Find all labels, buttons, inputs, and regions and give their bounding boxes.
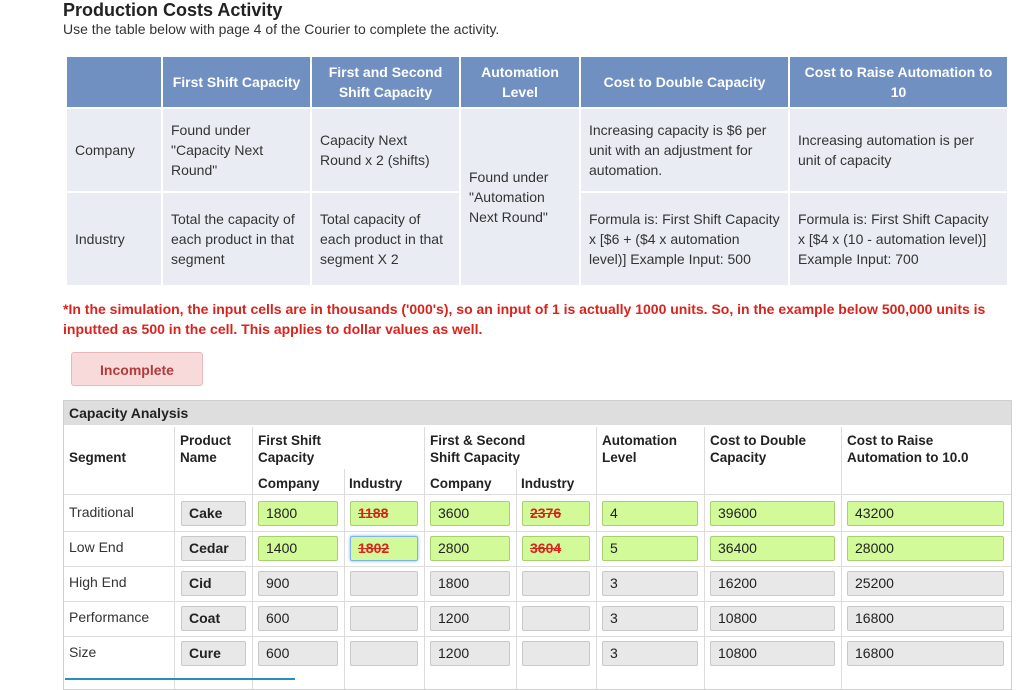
fs-company-input[interactable]: 900 (258, 571, 338, 596)
cost-double-input[interactable]: 36400 (710, 536, 835, 561)
header-fss-company: Company (430, 476, 492, 491)
fs-company-input[interactable]: 600 (258, 606, 338, 631)
fss-company-input[interactable]: 1800 (430, 571, 510, 596)
fs-company-input[interactable]: 1400 (258, 536, 338, 561)
product-name-cell: Cid (181, 571, 246, 596)
product-name-cell: Cake (181, 501, 246, 526)
segment-label: High End (69, 574, 127, 590)
header-fs-company: Company (258, 476, 320, 491)
ref-company-first-shift: Found under "Capacity Next Round" (163, 109, 310, 191)
ref-header-cost-double: Cost to Double Capacity (581, 57, 788, 107)
ref-company-cost-raise: Increasing automation is per unit of capacity (790, 109, 1007, 191)
row-divider (64, 494, 1011, 495)
product-name-cell: Cedar (181, 536, 246, 561)
fs-industry-input[interactable]: 1802 (350, 536, 418, 561)
fss-company-input[interactable]: 1200 (430, 606, 510, 631)
automation-input[interactable]: 3 (602, 641, 698, 666)
ref-industry-label: Industry (67, 193, 161, 285)
fs-industry-input[interactable] (350, 606, 418, 631)
automation-input[interactable]: 3 (602, 606, 698, 631)
header-fs-industry: Industry (349, 476, 403, 491)
segment-label: Size (69, 644, 97, 660)
ref-header-automation: Automation Level (461, 57, 579, 107)
column-divider (596, 427, 597, 689)
cost-raise-input[interactable]: 25200 (847, 571, 1004, 596)
header-cost-double: Cost to Double Capacity (710, 433, 806, 465)
fs-industry-input[interactable] (350, 641, 418, 666)
ref-industry-cost-double: Formula is: First Shift Capacity x [$6 + ($4 x automation level)] Example Input: 500 (581, 193, 788, 285)
fss-industry-input[interactable]: 3604 (522, 536, 590, 561)
row-divider (64, 566, 1011, 567)
column-divider (704, 427, 705, 689)
ref-industry-first-shift: Total the capacity of each product in that segment (163, 193, 310, 285)
fs-industry-input[interactable]: 1188 (350, 501, 418, 526)
ref-industry-first-second: Total capacity of each product in that segment X 2 (312, 193, 459, 285)
column-divider (516, 469, 517, 689)
fss-industry-input[interactable] (522, 641, 590, 666)
header-first-second: First & Second Shift Capacity (430, 433, 526, 465)
column-divider (174, 427, 175, 689)
row-divider (64, 601, 1011, 602)
cost-double-input[interactable]: 16200 (710, 571, 835, 596)
product-name-cell: Cure (181, 641, 246, 666)
cost-raise-input[interactable]: 16800 (847, 641, 1004, 666)
fss-company-input[interactable]: 3600 (430, 501, 510, 526)
cost-double-input[interactable]: 39600 (710, 501, 835, 526)
page-subtitle: Use the table below with page 4 of the Courier to complete the activity. (63, 21, 500, 37)
fss-industry-input[interactable] (522, 571, 590, 596)
segment-label: Performance (69, 609, 150, 625)
header-cost-raise: Cost to Raise Automation to 10.0 (847, 433, 969, 465)
header-fss-industry: Industry (521, 476, 575, 491)
ref-company-first-second: Capacity Next Round x 2 (shifts) (312, 109, 459, 191)
reference-table (65, 55, 1009, 287)
product-name-cell: Coat (181, 606, 246, 631)
header-segment: Segment (69, 450, 127, 465)
header-first-shift: First Shift Capacity (258, 433, 321, 465)
fs-company-input[interactable]: 1800 (258, 501, 338, 526)
capacity-analysis-panel (63, 400, 1012, 690)
thousands-note: *In the simulation, the input cells are in thousands ('000's), so an input of 1 is actually 1000 units. So, in the example below 500,000 units is inputted as 500 in the cell. This applies to dollar values as well. (63, 301, 986, 337)
column-divider (344, 469, 345, 689)
ref-industry-cost-raise: Formula is: First Shift Capacity x [$4 x (10 - automation level)] Example Input: 700 (790, 193, 1007, 285)
ref-header-first-second: First and Second Shift Capacity (312, 57, 459, 107)
cost-raise-input[interactable]: 16800 (847, 606, 1004, 631)
ref-header-blank (67, 57, 161, 107)
row-divider (64, 531, 1011, 532)
automation-input[interactable]: 3 (602, 571, 698, 596)
fss-industry-input[interactable]: 2376 (522, 501, 590, 526)
cost-raise-input[interactable]: 43200 (847, 501, 1004, 526)
fs-industry-input[interactable] (350, 571, 418, 596)
ref-header-cost-raise: Cost to Raise Automation to 10 (790, 57, 1007, 107)
row-divider (64, 636, 1011, 637)
page-title: Production Costs Activity (63, 0, 283, 20)
ref-company-cost-double: Increasing capacity is $6 per unit with an adjustment for automation. (581, 109, 788, 191)
cost-double-input[interactable]: 10800 (710, 606, 835, 631)
capacity-analysis-title: Capacity Analysis (64, 401, 1011, 425)
column-divider (252, 427, 253, 689)
incomplete-status-button[interactable]: Incomplete (71, 352, 203, 386)
automation-input[interactable]: 5 (602, 536, 698, 561)
ref-company-label: Company (67, 109, 161, 191)
column-divider (424, 427, 425, 689)
cost-double-input[interactable]: 10800 (710, 641, 835, 666)
fs-company-input[interactable]: 600 (258, 641, 338, 666)
ref-automation-level: Found under "Automation Next Round" (461, 109, 579, 285)
cost-raise-input[interactable]: 28000 (847, 536, 1004, 561)
header-automation: Automation Level (602, 433, 677, 465)
header-product-name: Product Name (180, 433, 232, 465)
segment-label: Traditional (69, 504, 134, 520)
fss-industry-input[interactable] (522, 606, 590, 631)
segment-label: Low End (69, 539, 124, 555)
ref-header-first-shift: First Shift Capacity (163, 57, 310, 107)
column-divider (841, 427, 842, 689)
fss-company-input[interactable]: 2800 (430, 536, 510, 561)
fss-company-input[interactable]: 1200 (430, 641, 510, 666)
automation-input[interactable]: 4 (602, 501, 698, 526)
